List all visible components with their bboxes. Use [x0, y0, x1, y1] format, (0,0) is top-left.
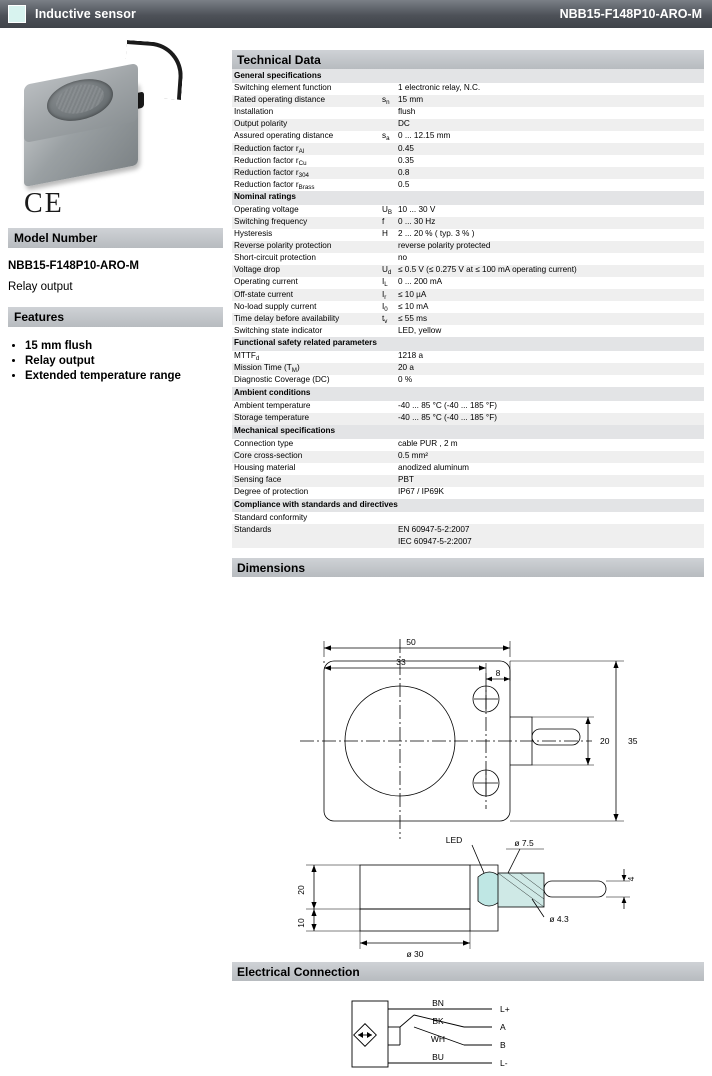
list-item: • Relay output	[25, 355, 226, 367]
table-row: Assured operating distance $s_a$ 0 ... 12.15 mm	[234, 131, 451, 143]
model-number-value: NBB15-F148P10-ARO-M	[8, 260, 140, 272]
dim-label-right-outer: 35	[628, 736, 638, 747]
table-row: Installation flush	[234, 107, 416, 117]
features-list	[8, 340, 226, 382]
table-row: Housing material anodized aluminum	[234, 463, 470, 473]
dimensions-svg	[232, 577, 704, 962]
table-row: Mission Time $(T_M)$ 20 a	[232, 363, 704, 375]
list-item: • 15 mm flush	[25, 340, 226, 352]
dim-label-diameter: ø 30	[406, 949, 424, 960]
terminal-label: L-	[500, 1058, 508, 1069]
table-row: $MTTF_d$ 1218 a	[234, 351, 424, 363]
table-row: Reverse polarity protection reverse polarity protected	[232, 241, 704, 253]
page-header	[0, 0, 712, 28]
table-row: Short-circuit protection no	[234, 253, 408, 263]
dim-label-side-lower: 10	[296, 918, 306, 929]
table-row: Off-state current $I_r$ ≤ 10 µA	[232, 289, 704, 301]
table-row: Output polarity DC	[232, 119, 704, 131]
table-row: Switching state indicator LED, yellow	[234, 325, 442, 335]
wire-code: BN	[432, 998, 444, 1009]
table-row: Connection type cable PUR , 2 m	[234, 439, 458, 449]
table-row: Diagnostic Coverage (DC) 0 %	[234, 375, 413, 385]
dim-label-cable-thickness: 4	[626, 877, 636, 882]
table-row: Operating voltage $U_B$ 10 ... 30 V	[234, 205, 436, 217]
dim-label-top-width: 50	[406, 637, 416, 648]
table-group-header: Mechanical specifications	[232, 425, 704, 439]
terminal-label: B	[500, 1040, 506, 1051]
table-row: Hysteresis H 2 ... 20 % ( typ. 3 % )	[234, 229, 475, 239]
dim-label-side-height: 20	[296, 885, 306, 896]
table-row: Switching element function 1 electronic relay, N.C.	[234, 83, 481, 93]
table-group-header: Functional safety related parameters	[232, 337, 704, 351]
list-item: • Extended temperature range	[25, 370, 226, 382]
table-row: Reduction factor $r_{Al}$ 0.45	[232, 143, 704, 155]
technical-data-bar: Technical Data	[232, 50, 704, 69]
pepperl-fuchs-logo-icon	[8, 5, 26, 23]
table-group-header: General specifications	[232, 69, 704, 83]
dim-label-led: LED	[445, 835, 463, 846]
technical-data-table	[232, 69, 704, 548]
wire-code: BU	[432, 1052, 444, 1063]
features-bar: Features	[8, 307, 223, 327]
table-row: Time delay before availability $t_v$ ≤ 55 ms	[232, 313, 704, 325]
table-row: Operating current $I_L$ 0 ... 200 mA	[234, 277, 443, 289]
model-number-bar: Model Number	[8, 228, 223, 248]
dim-label-right-inner: 20	[600, 736, 610, 747]
dim-label-hole-bottom: ø 4.3	[549, 914, 569, 925]
table-row: Rated operating distance $s_n$ 15 mm	[232, 95, 704, 107]
electrical-svg	[232, 981, 704, 1076]
electrical-connection-bar: Electrical Connection	[232, 962, 704, 981]
dim-label-hole-top: ø 7.5	[514, 838, 534, 849]
right-column	[232, 50, 704, 1076]
dimensions-drawing	[232, 577, 704, 962]
table-row: Ambient temperature -40 ... 85 °C (-40 ... 185 °F)	[234, 401, 497, 411]
table-row: IEC 60947-5-2:2007	[232, 536, 704, 548]
table-row: Reduction factor $r_{Brass}$ 0.5	[234, 179, 410, 191]
table-group-header: Compliance with standards and directives	[232, 499, 704, 513]
table-group-header: Ambient conditions	[232, 387, 704, 401]
wire-code: BK	[432, 1016, 444, 1027]
electrical-connection-drawing	[232, 981, 704, 1076]
model-subtitle: Relay output	[8, 281, 73, 293]
table-row: Standard conformity	[234, 513, 308, 523]
table-row: Reduction factor $r_{304}$ 0.8	[232, 167, 704, 179]
ce-mark-icon: CE	[24, 188, 64, 219]
table-row: Sensing face PBT	[232, 475, 704, 487]
terminal-label: A	[500, 1022, 506, 1033]
left-column	[0, 28, 226, 395]
table-row: Switching frequency f 0 ... 30 Hz	[232, 217, 704, 229]
table-row: No-load supply current $I_0$ ≤ 10 mA	[234, 301, 429, 313]
product-photo	[0, 28, 226, 228]
features-section	[0, 327, 226, 395]
dimensions-bar: Dimensions	[232, 558, 704, 577]
header-model-number: NBB15-F148P10-ARO-M	[559, 7, 702, 21]
table-row: Voltage drop $U_d$ ≤ 0.5 V (≤ 0.275 V at ≤ 100 mA operating current)	[232, 265, 704, 277]
table-group-header: Nominal ratings	[232, 191, 704, 205]
wire-code: WH	[430, 1034, 446, 1045]
model-number-section	[0, 248, 226, 307]
table-row: Degree of protection IP67 / IP69K	[234, 487, 444, 497]
table-row: Reduction factor $r_{Cu}$ 0.35	[234, 155, 414, 167]
table-row: Storage temperature -40 ... 85 °C (-40 ... 185 °F)	[232, 413, 704, 425]
header-title: Inductive sensor	[35, 7, 136, 21]
table-row: Core cross-section 0.5 mm²	[232, 451, 704, 463]
dim-label-top-inner: 33	[396, 657, 406, 668]
dim-label-top-small: 8	[495, 668, 501, 679]
table-row: Standards EN 60947-5-2:2007	[232, 524, 704, 536]
terminal-label: L+	[500, 1004, 510, 1015]
